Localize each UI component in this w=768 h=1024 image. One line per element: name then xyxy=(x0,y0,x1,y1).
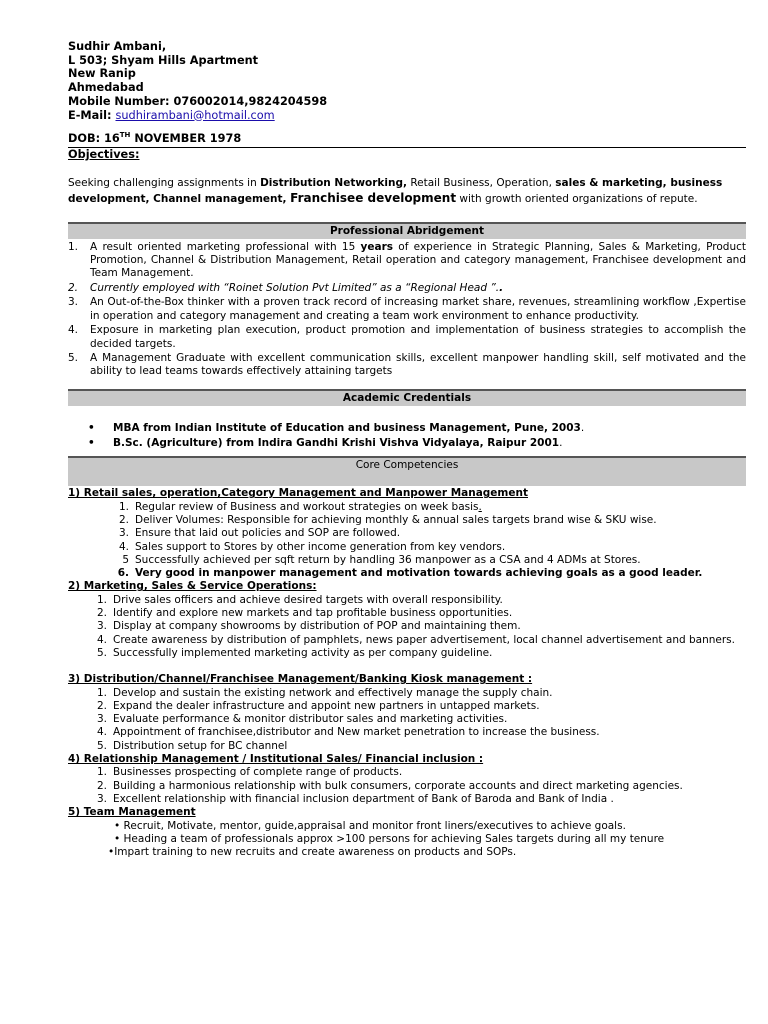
item-number: 1. xyxy=(96,686,107,699)
section-bar-abridgement: Professional Abridgement xyxy=(68,222,746,239)
item-text: Develop and sustain the existing network and effectively manage the supply chain. xyxy=(113,686,553,699)
item-number: 5. xyxy=(68,352,79,365)
item-text: Ensure that laid out policies and SOP are followed. xyxy=(135,527,401,540)
candidate-name: Sudhir Ambani, xyxy=(68,40,167,53)
objective-text-2: Retail Business, Operation, xyxy=(407,176,556,189)
list-item xyxy=(68,422,746,435)
email-row xyxy=(68,109,746,123)
list-item xyxy=(112,541,746,554)
item-text: Drive sales officers and achieve desired targets with overall responsibility. xyxy=(113,593,503,606)
list-item xyxy=(112,501,746,514)
list-item xyxy=(112,567,746,580)
item-text: Appointment of franchisee,distributor and New market penetration to increase the business. xyxy=(113,726,600,739)
item-text: Exposure in marketing plan execution, product promotion and implementation of business strategies to accomplish the decided targets. xyxy=(90,324,746,350)
core-section-3-title: 3) Distribution/Channel/Franchisee Management/Banking Kiosk management : xyxy=(68,673,533,686)
item-text-end: of experience in Strategic Planning, Sales & Marketing, Product Promotion, Channel & Distribution Management, Retail operation and category management, Franchisee development and Team Management. xyxy=(90,240,746,280)
item-number: 4. xyxy=(118,540,129,553)
list-item xyxy=(68,241,746,281)
item-number: 4. xyxy=(96,726,107,739)
item-text: Identify and explore new markets and tap profitable business opportunities. xyxy=(113,607,513,620)
item-end: . xyxy=(478,500,482,513)
list-item xyxy=(112,527,746,540)
email-label: E-Mail: xyxy=(68,108,112,122)
item-text: Display at company showrooms by distribution of POP and maintaining them. xyxy=(113,620,521,633)
item-text: Building a harmonious relationship with bulk consumers, corporate accounts and direct marketing agencies. xyxy=(113,779,683,792)
item-number: 2. xyxy=(68,281,79,294)
address-city: Ahmedabad xyxy=(68,81,144,95)
list-item xyxy=(90,726,746,739)
list-item xyxy=(90,620,746,633)
item-number: 1. xyxy=(118,500,129,513)
item-text: An Out-of-the-Box thinker with a proven track record of increasing market share, revenues, streamlining workflow ,Expertise in operation and category management and creating a team work environment to enhance productivity. xyxy=(90,296,746,322)
item-end: . xyxy=(559,437,563,450)
item-text: Businesses prospecting of complete range of products. xyxy=(113,766,403,779)
core-section-4-title: 4) Relationship Management / Institutional Sales/ Financial inclusion : xyxy=(68,753,484,766)
item-text: MBA from Indian Institute of Education and business Management, Pune, 2003 xyxy=(113,421,581,434)
item-number: 2. xyxy=(96,779,107,792)
objective-bold-2: sales & marketing, business development, Channel management, xyxy=(68,176,723,206)
list-item xyxy=(68,296,746,323)
core-section-2-title: 2) Marketing, Sales & Service Operations: xyxy=(68,580,317,593)
dob-prefix: DOB: 16 xyxy=(68,132,120,146)
core-section-2-list xyxy=(68,594,746,660)
dob-suffix: NOVEMBER 1978 xyxy=(130,132,242,146)
list-item xyxy=(68,437,746,450)
item-text: Successfully achieved per sqft return by handling 36 manpower as a CSA and 4 ADMs at Stores. xyxy=(135,553,641,566)
objective-bold-1: Distribution Networking, xyxy=(260,176,407,189)
objective-text-1: Seeking challenging assignments in xyxy=(68,176,261,189)
item-text: Expand the dealer infrastructure and appoint new partners in untapped markets. xyxy=(113,699,540,712)
item-text: Currently employed with “Roinet Solution Pvt Limited” as a “Regional Head ”. xyxy=(90,281,500,294)
item-number: 1. xyxy=(68,240,79,253)
item-text: Sales support to Stores by other income generation from key vendors. xyxy=(135,540,506,553)
item-number: 5. xyxy=(96,646,107,659)
mobile-number: Mobile Number: 076002014,9824204598 xyxy=(68,94,328,108)
objective-text-3: with growth oriented organizations of repute. xyxy=(456,193,698,206)
list-item xyxy=(90,634,746,647)
bullet-icon: • xyxy=(88,437,95,450)
item-number: 4. xyxy=(68,324,79,337)
dob-sup: TH xyxy=(119,131,131,140)
item-number: 4. xyxy=(96,633,107,646)
bullet-icon: • xyxy=(88,421,95,434)
core-section-4-list xyxy=(68,766,746,806)
list-item xyxy=(90,766,746,779)
item-number: 3. xyxy=(96,792,107,805)
section-bar-academic: Academic Credentials xyxy=(68,389,746,406)
list-item xyxy=(68,352,746,379)
list-item xyxy=(90,607,746,620)
item-bold: years xyxy=(360,240,394,253)
item-number: 5 xyxy=(122,553,129,566)
list-item xyxy=(90,780,746,793)
section-bar-core xyxy=(68,456,746,474)
list-item xyxy=(90,594,746,607)
list-item xyxy=(90,713,746,726)
list-item xyxy=(90,793,746,806)
team-item: • Recruit, Motivate, mentor, guide,appraisal and monitor front liners/executives to achieve goals. xyxy=(114,819,626,832)
dob-row xyxy=(68,132,746,146)
item-number: 2. xyxy=(96,699,107,712)
item-number: 2. xyxy=(118,513,129,526)
academic-list xyxy=(68,422,746,451)
item-text: Successfully implemented marketing activity as per company guideline. xyxy=(113,646,493,659)
item-text: A result oriented marketing professional with 15 xyxy=(90,240,361,253)
item-end: . xyxy=(580,421,585,434)
item-text: Regular review of Business and workout strategies on week basis xyxy=(135,500,479,513)
objectives-heading: Objectives: xyxy=(68,147,140,161)
section-bar-core-fill xyxy=(68,474,746,486)
list-item xyxy=(112,514,746,527)
item-number: 6. xyxy=(117,567,129,580)
item-number: 5. xyxy=(96,739,107,752)
item-number: 1. xyxy=(96,766,107,779)
item-number: 3. xyxy=(118,527,129,540)
item-number: 3. xyxy=(96,713,107,726)
item-text: Very good in manpower management and motivation towards achieving goals as a good leader. xyxy=(135,567,703,580)
core-section-5-title: 5) Team Management xyxy=(68,806,196,819)
item-number: 1. xyxy=(96,593,107,606)
core-section-1-title: 1) Retail sales, operation,Category Management and Manpower Management xyxy=(68,487,528,500)
section-title-core: Core Competencies xyxy=(355,459,459,472)
item-number: 3. xyxy=(96,620,107,633)
item-text: B.Sc. (Agriculture) from Indira Gandhi Krishi Vishva Vidyalaya, Raipur 2001 xyxy=(113,437,560,450)
item-text: A Management Graduate with excellent communication skills, excellent manpower handling skill, self motivated and the ability to lead teams towards effectively attaining targets xyxy=(90,352,746,378)
list-item xyxy=(112,554,746,567)
team-item: •Impart training to new recruits and create awareness on products and SOPs. xyxy=(108,846,517,859)
team-item: • Heading a team of professionals approx >100 persons for achieving Sales targets during all my tenure xyxy=(114,832,665,845)
list-item xyxy=(90,687,746,700)
list-item xyxy=(90,647,746,660)
item-text: Distribution setup for BC channel xyxy=(113,739,288,752)
core-section-1-list xyxy=(68,501,746,581)
item-number: 2. xyxy=(96,607,107,620)
item-text: Create awareness by distribution of pamphlets, news paper advertisement, local channel advertisement and banners. xyxy=(113,633,735,646)
address-line-2: New Ranip xyxy=(68,67,136,81)
item-text: Deliver Volumes: Responsible for achieving monthly & annual sales targets brand wise & SKU wise. xyxy=(135,513,657,526)
objective-bold-3: Franchisee development xyxy=(290,191,457,206)
list-item xyxy=(68,324,746,351)
list-item xyxy=(68,282,746,295)
list-item xyxy=(90,700,746,713)
abridgement-list xyxy=(68,241,746,379)
email-link[interactable]: sudhirambani@hotmail.com xyxy=(115,108,275,122)
item-text: Evaluate performance & monitor distributor sales and marketing activities. xyxy=(113,713,508,726)
item-number: 3. xyxy=(68,296,79,309)
list-item xyxy=(90,740,746,753)
core-section-3-list xyxy=(68,687,746,753)
objective-paragraph xyxy=(68,176,746,208)
resume-page xyxy=(68,40,746,859)
item-bold: . xyxy=(499,281,504,294)
item-text: Excellent relationship with financial inclusion department of Bank of Baroda and Bank of India . xyxy=(113,792,614,805)
contact-block xyxy=(68,40,746,122)
address-line-1: L 503; Shyam Hills Apartment xyxy=(68,53,259,67)
